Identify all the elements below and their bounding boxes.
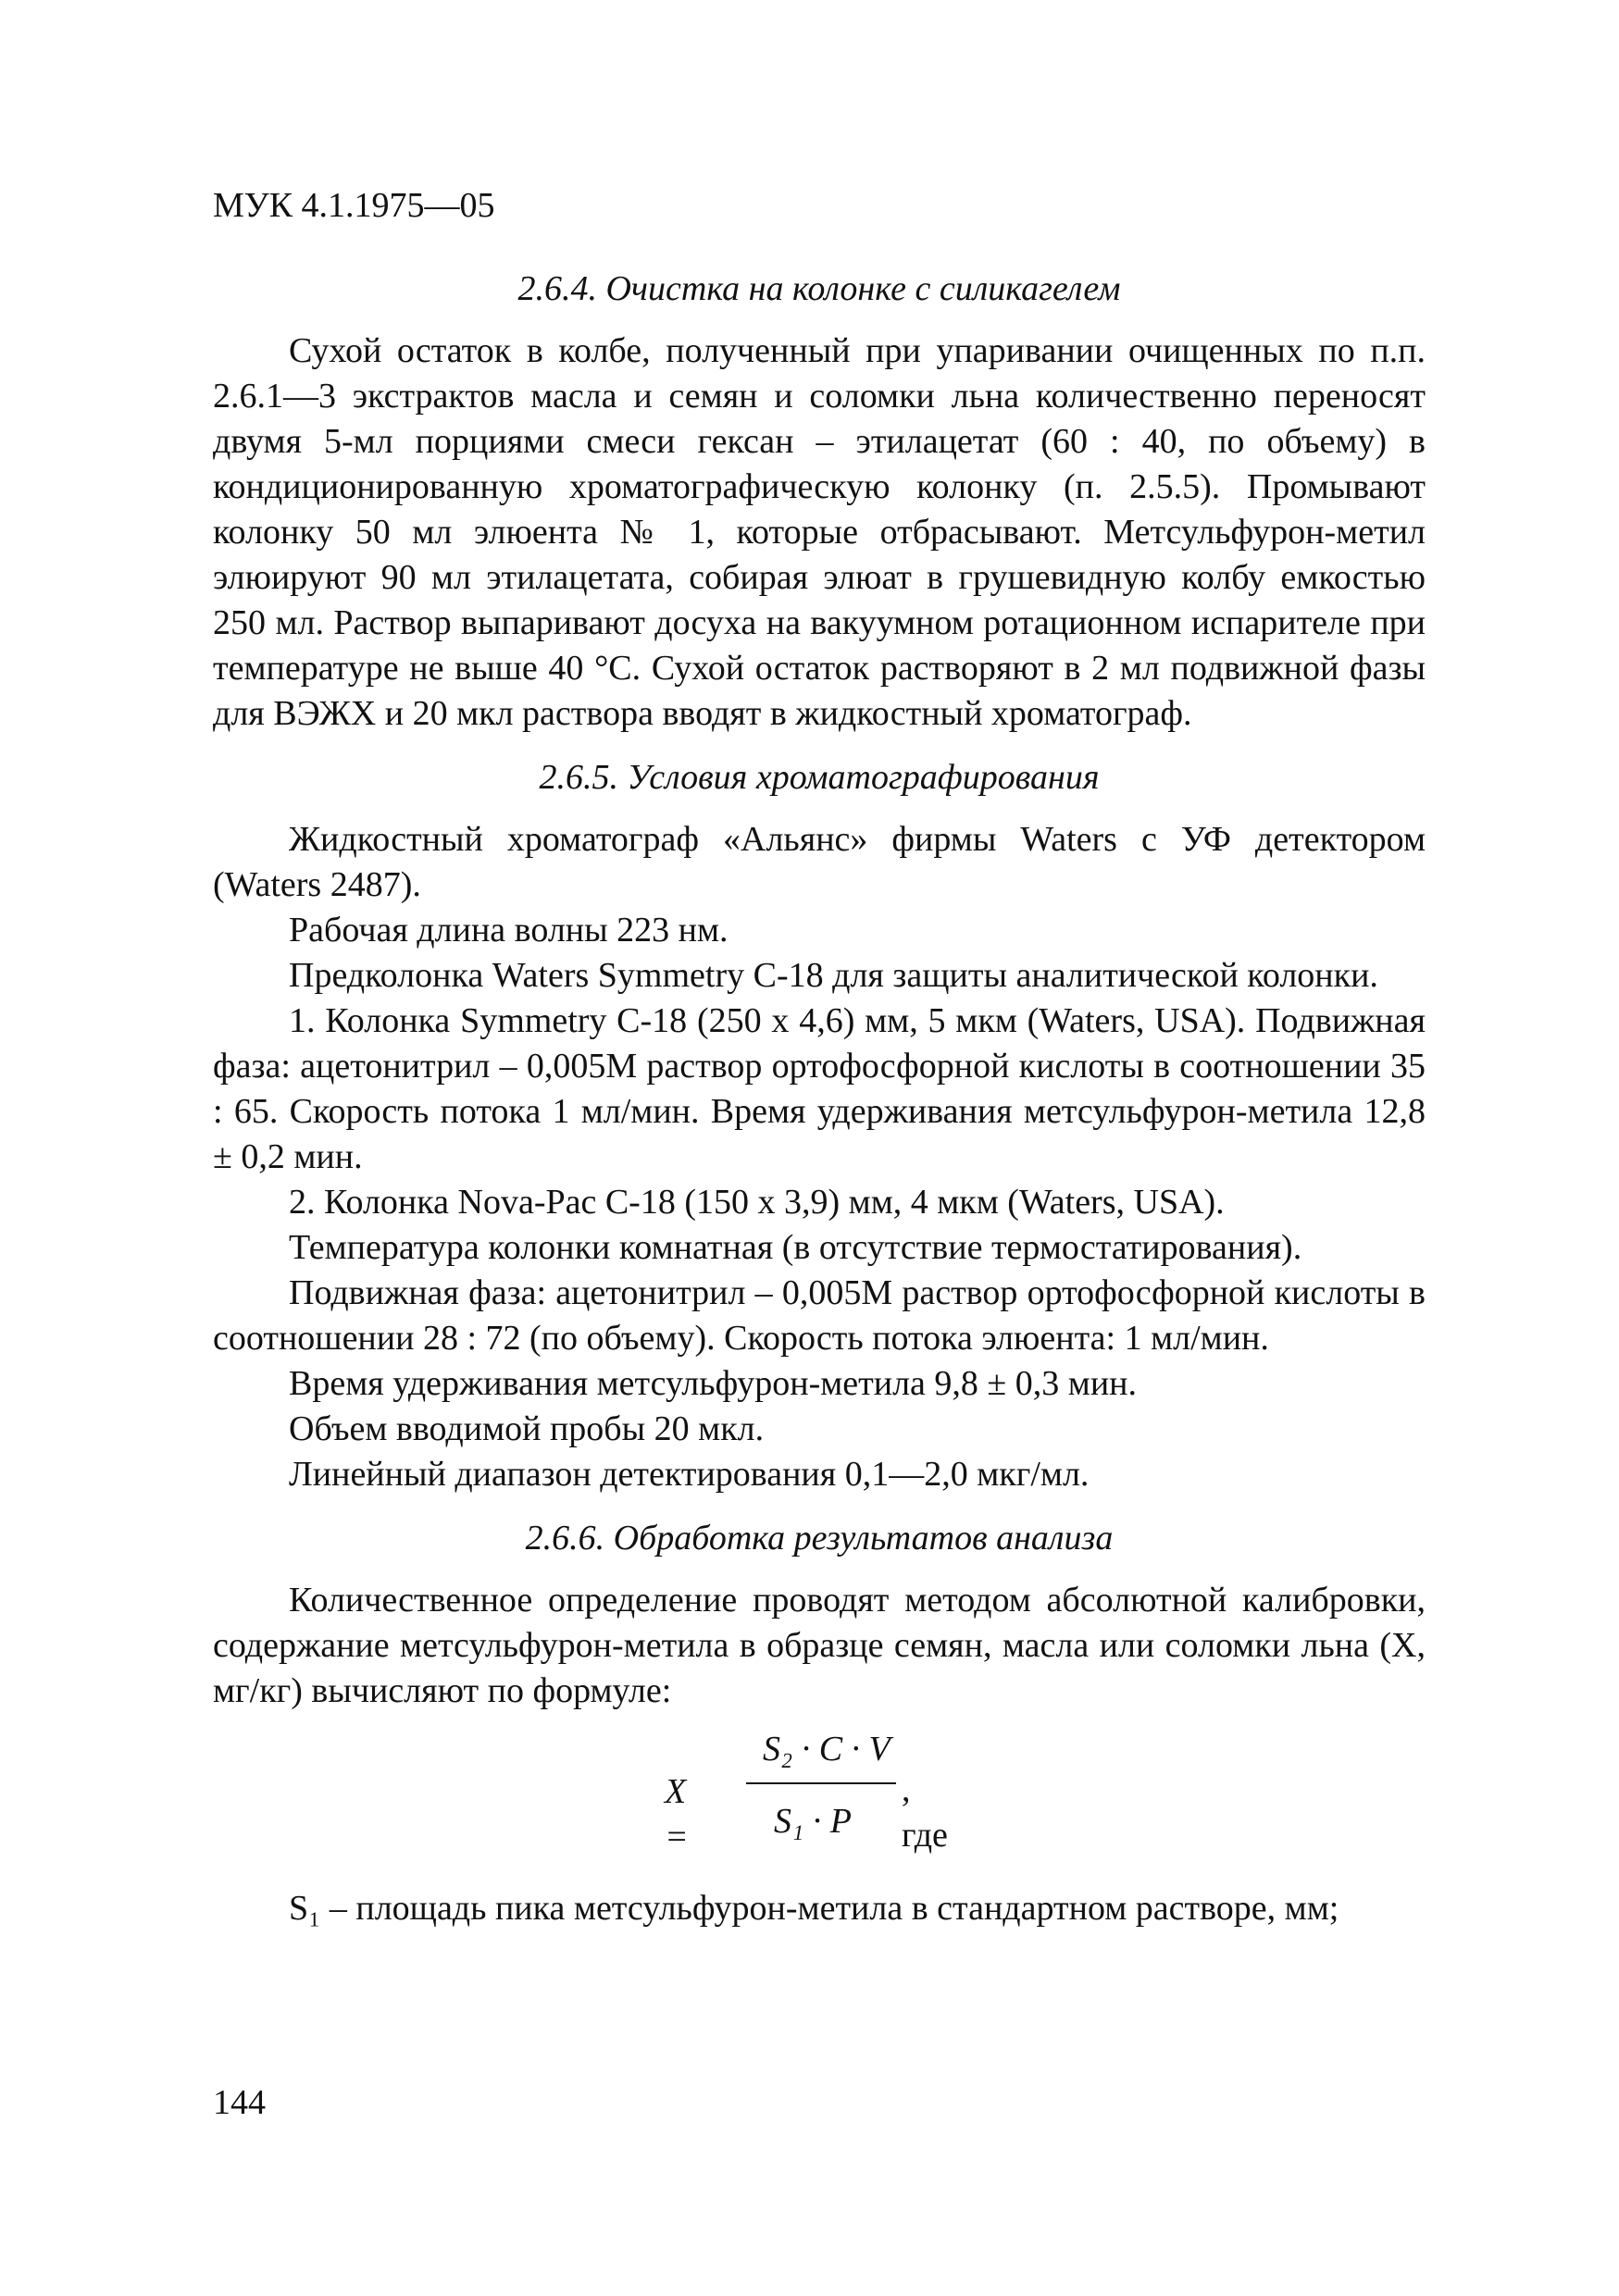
paragraph: Жидкостный хроматограф «Альянс» фирмы Waters с УФ детектором (Waters 2487). bbox=[213, 820, 1426, 904]
formula-block bbox=[213, 1721, 1426, 1868]
section-heading-2-6-6: 2.6.6. Обработка результатов анализа bbox=[525, 1519, 1114, 1558]
paragraph: Подвижная фаза: ацетонитрил – 0,005М раствор ортофосфорной кислоты в соотношении 28 : 72 (по объему). Скорость потока элюента: 1 мл/мин. bbox=[213, 1273, 1426, 1358]
section-heading-2-6-4: 2.6.4. Очистка на колонке с силикагелем bbox=[517, 269, 1121, 308]
paragraph: Количественное определение проводят методом абсолютной калибровки, содержание метсульфурон-метила в образце семян, масла или соломки льна (Х, мг/кг) вычисляют по формуле: bbox=[213, 1581, 1426, 1710]
paragraph: Линейный диапазон детектирования 0,1—2,0 мкг/мл. bbox=[289, 1455, 1090, 1494]
page-content bbox=[213, 248, 1426, 1931]
formula-denominator: S₁ · P bbox=[774, 1802, 852, 1841]
paragraph: Время удерживания метсульфурон-метила 9,8 ± 0,3 мин. bbox=[289, 1364, 1137, 1403]
formula-suffix: , где bbox=[902, 1770, 948, 1855]
document-code: МУК 4.1.1975—05 bbox=[213, 186, 495, 225]
variable-definition: S₁ – площадь пика метсульфурон-метила в стандартном растворе, мм; bbox=[289, 1889, 1339, 1928]
fraction-bar bbox=[746, 1782, 896, 1784]
section-heading-2-6-5: 2.6.5. Условия хроматографирования bbox=[539, 758, 1100, 797]
paragraph: Рабочая длина волны 223 нм. bbox=[289, 911, 729, 949]
formula-lhs: X = bbox=[665, 1772, 689, 1856]
paragraph: Сухой остаток в колбе, полученный при упаривании очищенных по п.п. 2.6.1—3 экстрактов масла и семян и соломки льна количественно переносят двумя 5-мл порциями смеси гексан – этилацетат (60 : 40, по объему) в кондиционированную хроматографическую колонку (п. 2.5.5). Промывают колонку 50 мл элюента № 1, которые отбрасывают. Метсульфурон-метил элюируют 90 мл этилацетата, собирая элюат в грушевидную колбу емкостью 250 мл. Раствор выпаривают досуха на вакуумном ротационном испарителе при температуре не выше 40 °С. Сухой остаток растворяют в 2 мл подвижной фазы для ВЭЖХ и 20 мкл раствора вводят в жидкостный хроматограф. bbox=[213, 331, 1426, 733]
paragraph: Температура колонки комнатная (в отсутствие термостатирования). bbox=[289, 1228, 1302, 1267]
paragraph: Предколонка Waters Symmetry C-18 для защиты аналитической колонки. bbox=[289, 956, 1378, 995]
paragraph: 2. Колонка Nova-Pac C-18 (150 х 3,9) мм, 4 мкм (Waters, USA). bbox=[289, 1183, 1225, 1222]
page-number: 144 bbox=[213, 2083, 266, 2122]
formula-numerator: S₂ · C · V bbox=[763, 1730, 890, 1769]
paragraph: 1. Колонка Symmetry C-18 (250 х 4,6) мм, 5 мкм (Waters, USA). Подвижная фаза: ацетонитрил – 0,005М раствор ортофосфорной кислоты в соотношении 35 : 65. Скорость потока 1 мл/мин. Время удерживания метсульфурон-метила 12,8 ± 0,2 мин. bbox=[213, 1001, 1426, 1176]
paragraph: Объем вводимой пробы 20 мкл. bbox=[289, 1409, 765, 1448]
